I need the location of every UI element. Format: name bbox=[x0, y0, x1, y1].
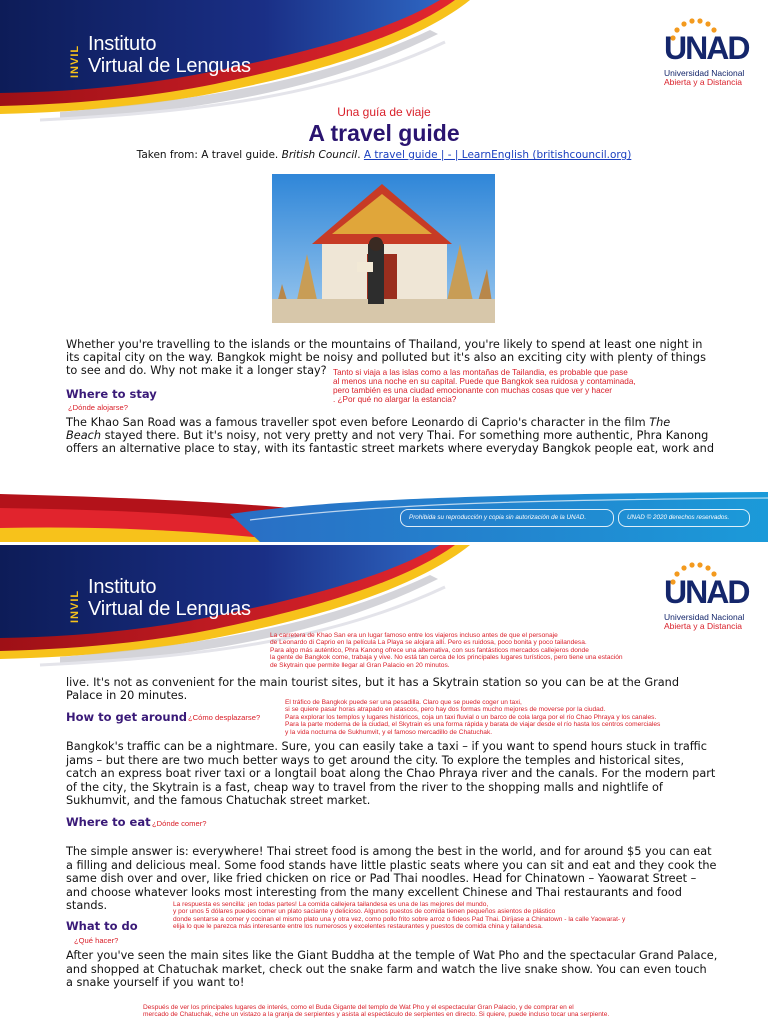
stay-cont-line-2: Palace in 20 minutes. bbox=[66, 689, 188, 702]
institute-title-line1: Instituto bbox=[88, 33, 157, 55]
unad-logotype: UNAD bbox=[664, 574, 749, 610]
paragraph-line: After you've seen the main sites like the Giant Buddha at the temple of Wat Pho and the spectacular Grand Palace, bbox=[66, 949, 718, 962]
paragraph-line: of the city, the Skytrain is a fast, cheap way to travel from the river to the shopping malls and nightlife of bbox=[66, 780, 663, 794]
intro-translation-line: pero también es una ciudad emocionante con muchas cosas que ver y hacer bbox=[333, 385, 612, 395]
do-translation bbox=[143, 1004, 609, 1019]
stay-translation-line: de Leonardo di Caprio en la película La Playa se alojara allí. Pero es ruidosa, poco bonita y poco tailandesa. bbox=[270, 639, 587, 647]
unad-logo-2 bbox=[662, 562, 752, 634]
paragraph-line: a snake yourself if you want to! bbox=[66, 976, 245, 990]
invil-label-2: INVIL bbox=[69, 589, 81, 623]
heading-what-to-do: What to do bbox=[66, 919, 138, 933]
eat-translation-line: y por unos 5 dólares puedes comer un plato saciante y delicioso. Algunos puestos de comida tienen pequeños asientos de plástico bbox=[173, 908, 556, 916]
institute-title-2-line1: Instituto bbox=[88, 576, 157, 598]
paragraph-line: The simple answer is: everywhere! Thai street food is among the best in the world, and for around $5 you can eat bbox=[66, 845, 712, 858]
copyright-year: UNAD © 2020 derechos reservados. bbox=[627, 514, 730, 521]
stay-translation-line: Para algo más auténtico, Phra Kanong ofrece una alternativa, con sus fantásticos mercados callejeros donde bbox=[270, 646, 589, 654]
paragraph-line: and choose whatever looks most interesting from the many excellent Chinese and Thai restaurants and food bbox=[66, 885, 682, 899]
paragraph-line: stands. bbox=[66, 899, 108, 913]
heading-where-to-eat-es: ¿Dónde comer? bbox=[152, 819, 207, 828]
paragraph-line: jams – but there are two much better ways to get around the city. To explore the temples and historical sites, bbox=[66, 753, 685, 767]
stay-translation-line: la gente de Bangkok come, trabaja y vive. No está tan cerca de los principales lugares turísticos, pero tiene una estación bbox=[270, 654, 623, 662]
unad-logotype: UNAD bbox=[664, 30, 749, 66]
stay-translation-line: de Skytrain que permite llegar al Gran Palacio en 20 minutos. bbox=[270, 661, 450, 669]
stay-line-3: offers an alternative place to stay, with its fantastic street markets where everyday Bangkok people eat, work and bbox=[66, 442, 715, 455]
get-around-paragraph bbox=[66, 740, 715, 808]
paragraph-line: a filling and delicious meal. Some food stands have little plastic seats where you can sit and eat and they cook the bbox=[66, 858, 717, 872]
subtitle-es: Una guía de viaje bbox=[337, 105, 431, 119]
institute-title-line2: Virtual de Lenguas bbox=[88, 55, 251, 77]
copyright-year-pill bbox=[618, 509, 750, 527]
source-line bbox=[0, 149, 768, 161]
source-org: British Council bbox=[281, 149, 358, 161]
paragraph-line: Bangkok's traffic can be a nightmare. Sure, you can easily take a taxi – if you want to spend hours stuck in traffic bbox=[66, 740, 707, 753]
do-translation-line: Después de ver los principales lugares de interés, como el Buda Gigante del templo de Wat Pho y el espectacular Gran Palacio, y de comprar en el bbox=[143, 1004, 574, 1011]
heading-where-to-eat: Where to eat bbox=[66, 815, 151, 829]
do-translation-line: mercado de Chatuchak, eche un vistazo a la granja de serpientes y asista al espectáculo de serpientes en directo. Si quiere, puede incluso tocar una serpiente. bbox=[143, 1011, 610, 1019]
paragraph-line: same dish over and over, like fried chicken on rice or Pad Thai noodles. Head for Chinatown – Yaowarat Street – bbox=[66, 872, 697, 886]
intro-translation-line: al menos una noche en su capital. Puede que Bangkok sea ruidosa y contaminada, bbox=[333, 376, 636, 386]
stay-text: The Khao San Road was a famous traveller spot even before Leonardo di Caprio's character in the film bbox=[66, 416, 650, 429]
temple-photo bbox=[272, 174, 495, 323]
source-dot: . bbox=[357, 149, 361, 161]
do-paragraph bbox=[66, 949, 717, 990]
invil-label: INVIL bbox=[69, 44, 81, 78]
eat-translation-line: elija lo que le parezca más interesante entre los numerosos y excelentes restaurantes y puestos de comida china y tailandesa. bbox=[173, 923, 543, 931]
stay-line-1 bbox=[66, 416, 670, 430]
unad-subtitle-2: Abierta y a Distancia bbox=[664, 621, 742, 631]
intro-line-3: to see and do. Why not make it a longer stay? bbox=[66, 364, 327, 377]
eat-translation-line: donde sentarse a comer y cocinan el mismo plato una y otra vez, como pollo frito sobre arroz o fideos Pad Thai. Diríjase a Chinatown - la calle Yaowarat- y bbox=[173, 915, 626, 923]
heading-where-to-stay-es: ¿Dónde alojarse? bbox=[68, 403, 128, 412]
stay-cont-line-1: live. It's not as convenient for the main tourist sites, but it has a Skytrain station so you can be at the Grand bbox=[66, 676, 679, 689]
eat-translation-line: La respuesta es sencilla: ¡en todas partes! La comida callejera tailandesa es una de las mejores del mundo, bbox=[173, 901, 489, 908]
unad-subtitle-1: Universidad Nacional bbox=[664, 612, 745, 622]
heading-what-to-do-es: ¿Qué hacer? bbox=[74, 936, 119, 945]
stay-text: stayed there. But it's noisy, not very pretty and not very Thai. For something more authentic, Phra Kanong bbox=[101, 429, 709, 442]
page-title: A travel guide bbox=[308, 120, 460, 146]
intro-line-2: its capital city on the way. Bangkok might be noisy and polluted but it's also an exciting city with plenty of things bbox=[66, 351, 706, 364]
institute-title-2-line2: Virtual de Lenguas bbox=[88, 598, 251, 620]
film-title: The bbox=[649, 416, 671, 429]
copyright-notice: Prohibida su reproducción y copia sin autorización de la UNAD. bbox=[409, 514, 587, 521]
stay-line-2 bbox=[66, 429, 708, 443]
intro-translation-line: . ¿Por qué no alargar la estancia? bbox=[333, 394, 457, 404]
intro-translation bbox=[333, 369, 636, 405]
get-around-translation-line: si se quiere pasar horas atrapado en atascos, pero hay dos formas mucho mejores de moverse por la ciudad. bbox=[285, 706, 606, 714]
paragraph-line: and shopped at Chatuchak market, check out the snake farm and watch the live snake show. You can even touch bbox=[66, 962, 707, 976]
stay-translation-line: La carretera de Khao San era un lugar famoso entre los viajeros incluso antes de que el personaje bbox=[270, 632, 558, 639]
heading-where-to-stay: Where to stay bbox=[66, 387, 157, 401]
heading-how-to-get-around-es: ¿Cómo desplazarse? bbox=[188, 713, 261, 722]
get-around-translation-line: y la vida nocturna de Sukhumvit, y el famoso mercadillo de Chatuchak. bbox=[285, 728, 493, 736]
paragraph-line: Sukhumvit, and the famous Chatuchak street market. bbox=[66, 794, 371, 808]
unad-subtitle-2: Abierta y a Distancia bbox=[664, 77, 742, 87]
film-title: Beach bbox=[66, 429, 101, 442]
get-around-translation bbox=[285, 699, 660, 736]
get-around-translation-line: Para la parte moderna de la ciudad, el Skytrain es una forma rápida y barata de viajar desde el río hasta los centros comerciales bbox=[285, 721, 661, 729]
get-around-translation-line: Para explorar los templos y lugares históricos, coja un taxi fluvial o un barco de cola larga por el río Chao Phraya y los canales. bbox=[285, 713, 657, 721]
intro-translation-line: Tanto si viaja a las islas como a las montañas de Tailandia, es probable que pase bbox=[333, 368, 628, 377]
copyright-notice-pill bbox=[400, 509, 614, 527]
intro-line-1: Whether you're travelling to the islands or the mountains of Thailand, you're likely to spend at least one night in bbox=[66, 338, 703, 351]
unad-subtitle-1: Universidad Nacional bbox=[664, 68, 745, 78]
unad-logo bbox=[662, 18, 752, 90]
eat-translation bbox=[173, 901, 625, 931]
paragraph-line: catch an express boat river taxi or a longtail boat along the Chao Phraya river and the canals. For the modern part bbox=[66, 767, 716, 781]
heading-how-to-get-around: How to get around bbox=[66, 710, 188, 724]
stay-translation bbox=[270, 632, 623, 669]
source-prefix: Taken from: A travel guide. bbox=[136, 149, 279, 161]
get-around-translation-line: El tráfico de Bangkok puede ser una pesadilla. Claro que se puede coger un taxi, bbox=[285, 699, 522, 706]
source-link[interactable]: A travel guide | - | LearnEnglish (britishcouncil.org) bbox=[363, 149, 632, 161]
